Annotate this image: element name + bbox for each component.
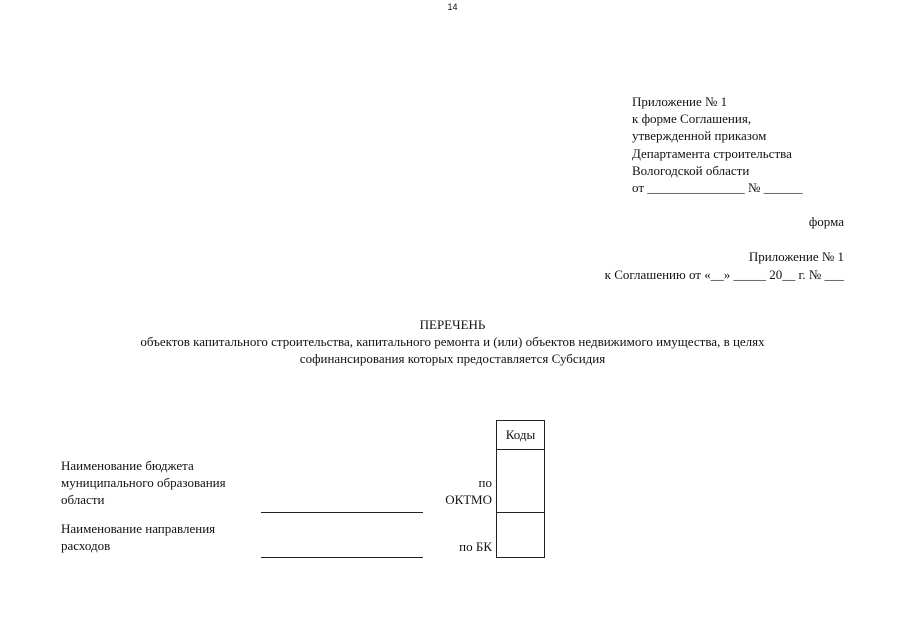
appendix-2-header (605, 248, 844, 283)
page-number: 14 (447, 2, 458, 12)
budget-name-input-line[interactable] (261, 512, 423, 513)
expense-direction-input-line[interactable] (261, 557, 423, 558)
codes-header: Коды (505, 427, 536, 442)
appendix-1-header (632, 93, 803, 196)
expense-direction-label (61, 520, 215, 554)
form-label: форма (808, 214, 844, 229)
appendix-1-line: утвержденной приказом (632, 128, 767, 144)
bk-code-label (430, 538, 492, 555)
title-heading: ПЕРЕЧЕНЬ (419, 317, 486, 332)
code-label-line: по (478, 475, 492, 490)
appendix-1-line: Вологодской области (632, 162, 750, 178)
appendix-1-line: от _______________ № ______ (632, 180, 803, 196)
label-line: области (61, 492, 105, 508)
oktmo-code-cell[interactable] (497, 450, 544, 512)
appendix-1-line: Приложение № 1 (632, 94, 728, 109)
label-line: расходов (61, 538, 111, 554)
label-line: муниципального образования (61, 475, 226, 491)
appendix-2-line-2: к Соглашению от «__» _____ 20__ г. № ___ (604, 266, 844, 282)
oktmo-code-label (430, 474, 492, 508)
label-line: Наименование бюджета (61, 458, 194, 473)
budget-name-label (61, 457, 226, 509)
title-line-2: объектов капитального строительства, капитального ремонта и (или) объектов недвижимого имущества, в целях (140, 334, 765, 349)
code-label-line: по БК (459, 539, 492, 554)
code-label-line: ОКТМО (445, 492, 492, 508)
document-title (0, 316, 905, 367)
appendix-1-line: к форме Соглашения, (632, 111, 752, 127)
bk-code-cell[interactable] (497, 513, 544, 557)
appendix-2-line-1: Приложение № 1 (748, 249, 844, 264)
label-line: Наименование направления (61, 521, 216, 536)
title-line-3: софинансирования которых предоставляется Субсидия (299, 351, 606, 366)
appendix-1-line: Департамента строительства (632, 145, 792, 161)
